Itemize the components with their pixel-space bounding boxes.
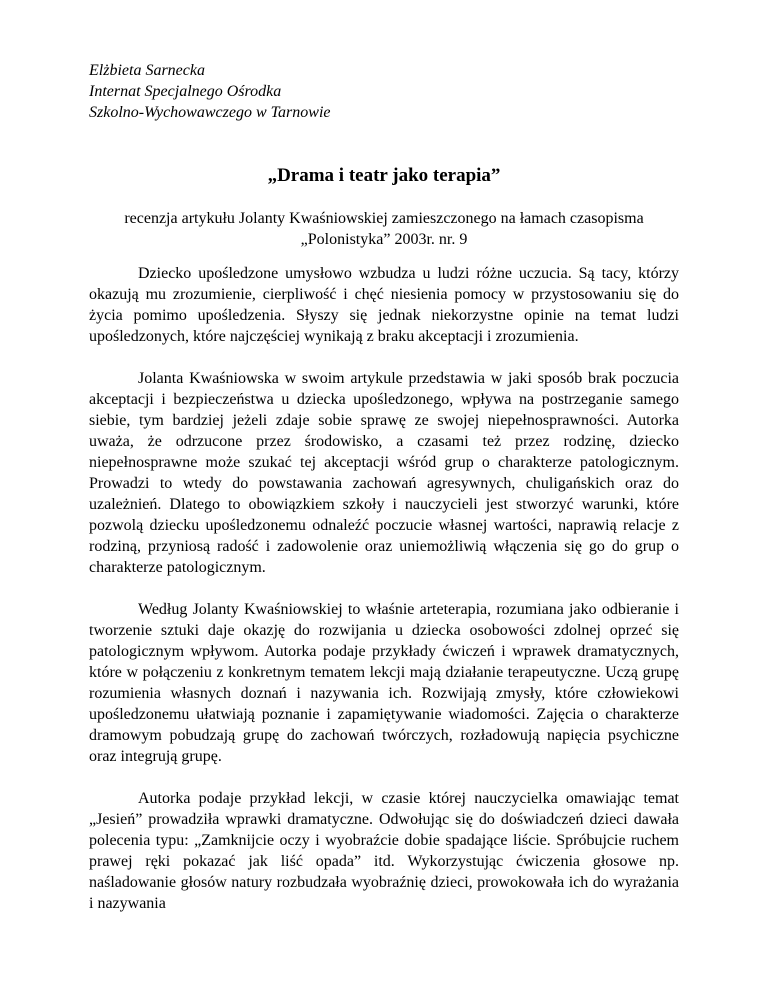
institution-line-2: Szkolno-Wychowawczego w Tarnowie (89, 104, 331, 121)
paragraph: Według Jolanty Kwaśniowskiej to właśnie arteterapia, rozumiana jako odbieranie i tworzenie sztuki daje okazję do rozwijania u dziecka osobowości zdolnej oprzeć się patologicznym wpływom. Autorka podaje przykłady ćwiczeń i wprawek dramatycznych, które w połączeniu z konkretnym tematem lekcji mają działanie terapeutyczne. Uczą grupę rozumienia własnych doznań i nazywania ich. Rozwijają zmysły, które człowiekowi upośledzonemu ułatwiają poznanie i zapamiętywanie wiadomości. Zajęcia o charakterze dramowym pobudzają grupę do zachowań twórczych, rozładowują napięcia psychiczne oraz integrują grupę. (89, 601, 679, 765)
author-name: Elżbieta Sarnecka (89, 62, 205, 79)
document-subtitle: recenzja artykułu Jolanty Kwaśniowskiej zamieszczonego na łamach czasopisma „Polonistyka” 2003r. nr. 9 (124, 210, 644, 248)
paragraph: Jolanta Kwaśniowska w swoim artykule przedstawia w jaki sposób brak poczucia akceptacji i bezpieczeństwa u dziecka upośledzonego, wpływa na postrzeganie samego siebie, tym bardziej jeżeli zdaje sobie sprawę ze swojej niepełnosprawności. Autorka uważa, że odrzucone przez środowisko, a czasami też przez rodzinę, dziecko niepełnosprawne może szukać tej akceptacji wśród grup o charakterze patologicznym. Prowadzi to wtedy do powstawania zachowań agresywnych, chuligańskich oraz do uzależnień. Dlatego to obowiązkiem szkoły i nauczycieli jest stworzyć warunki, które pozwolą dziecku upośledzonemu odnaleźć poczucie własnej wartości, naprawią relacje z rodziną, przyniosą radość i zadowolenie oraz uniemożliwią włączenia się go do grup o charakterze patologicznym. (89, 370, 679, 576)
author-block (89, 60, 330, 123)
paragraph: Autorka podaje przykład lekcji, w czasie której nauczycielka omawiając temat „Jesień” prowadziła wprawki dramatyczne. Odwołując się do doświadczeń dzieci dawała polecenia typu: „Zamknijcie oczy i wyobraźcie dobie spadające liście. Spróbujcie ruchem prawej ręki pokazać jak liść opada” itd. Wykorzystując ćwiczenia głosowe np. naśladowanie głosów natury rozbudzała wyobraźnię dzieci, prowokowała ich do wyrażania i nazywania (89, 790, 679, 912)
paragraph: Dziecko upośledzone umysłowo wzbudza u ludzi różne uczucia. Są tacy, którzy okazują mu zrozumienie, cierpliwość i chęć niesienia pomocy w przystosowaniu się do życia pomimo upośledzenia. Słyszy się jednak niekorzystne opinie na temat ludzi upośledzonych, które najczęściej wynikają z braku akceptacji i zrozumienia. (89, 265, 679, 345)
document-body (89, 263, 679, 935)
document-title: „Drama i teatr jako terapia” (267, 165, 501, 186)
institution-line-1: Internat Specjalnego Ośrodka (89, 83, 282, 100)
